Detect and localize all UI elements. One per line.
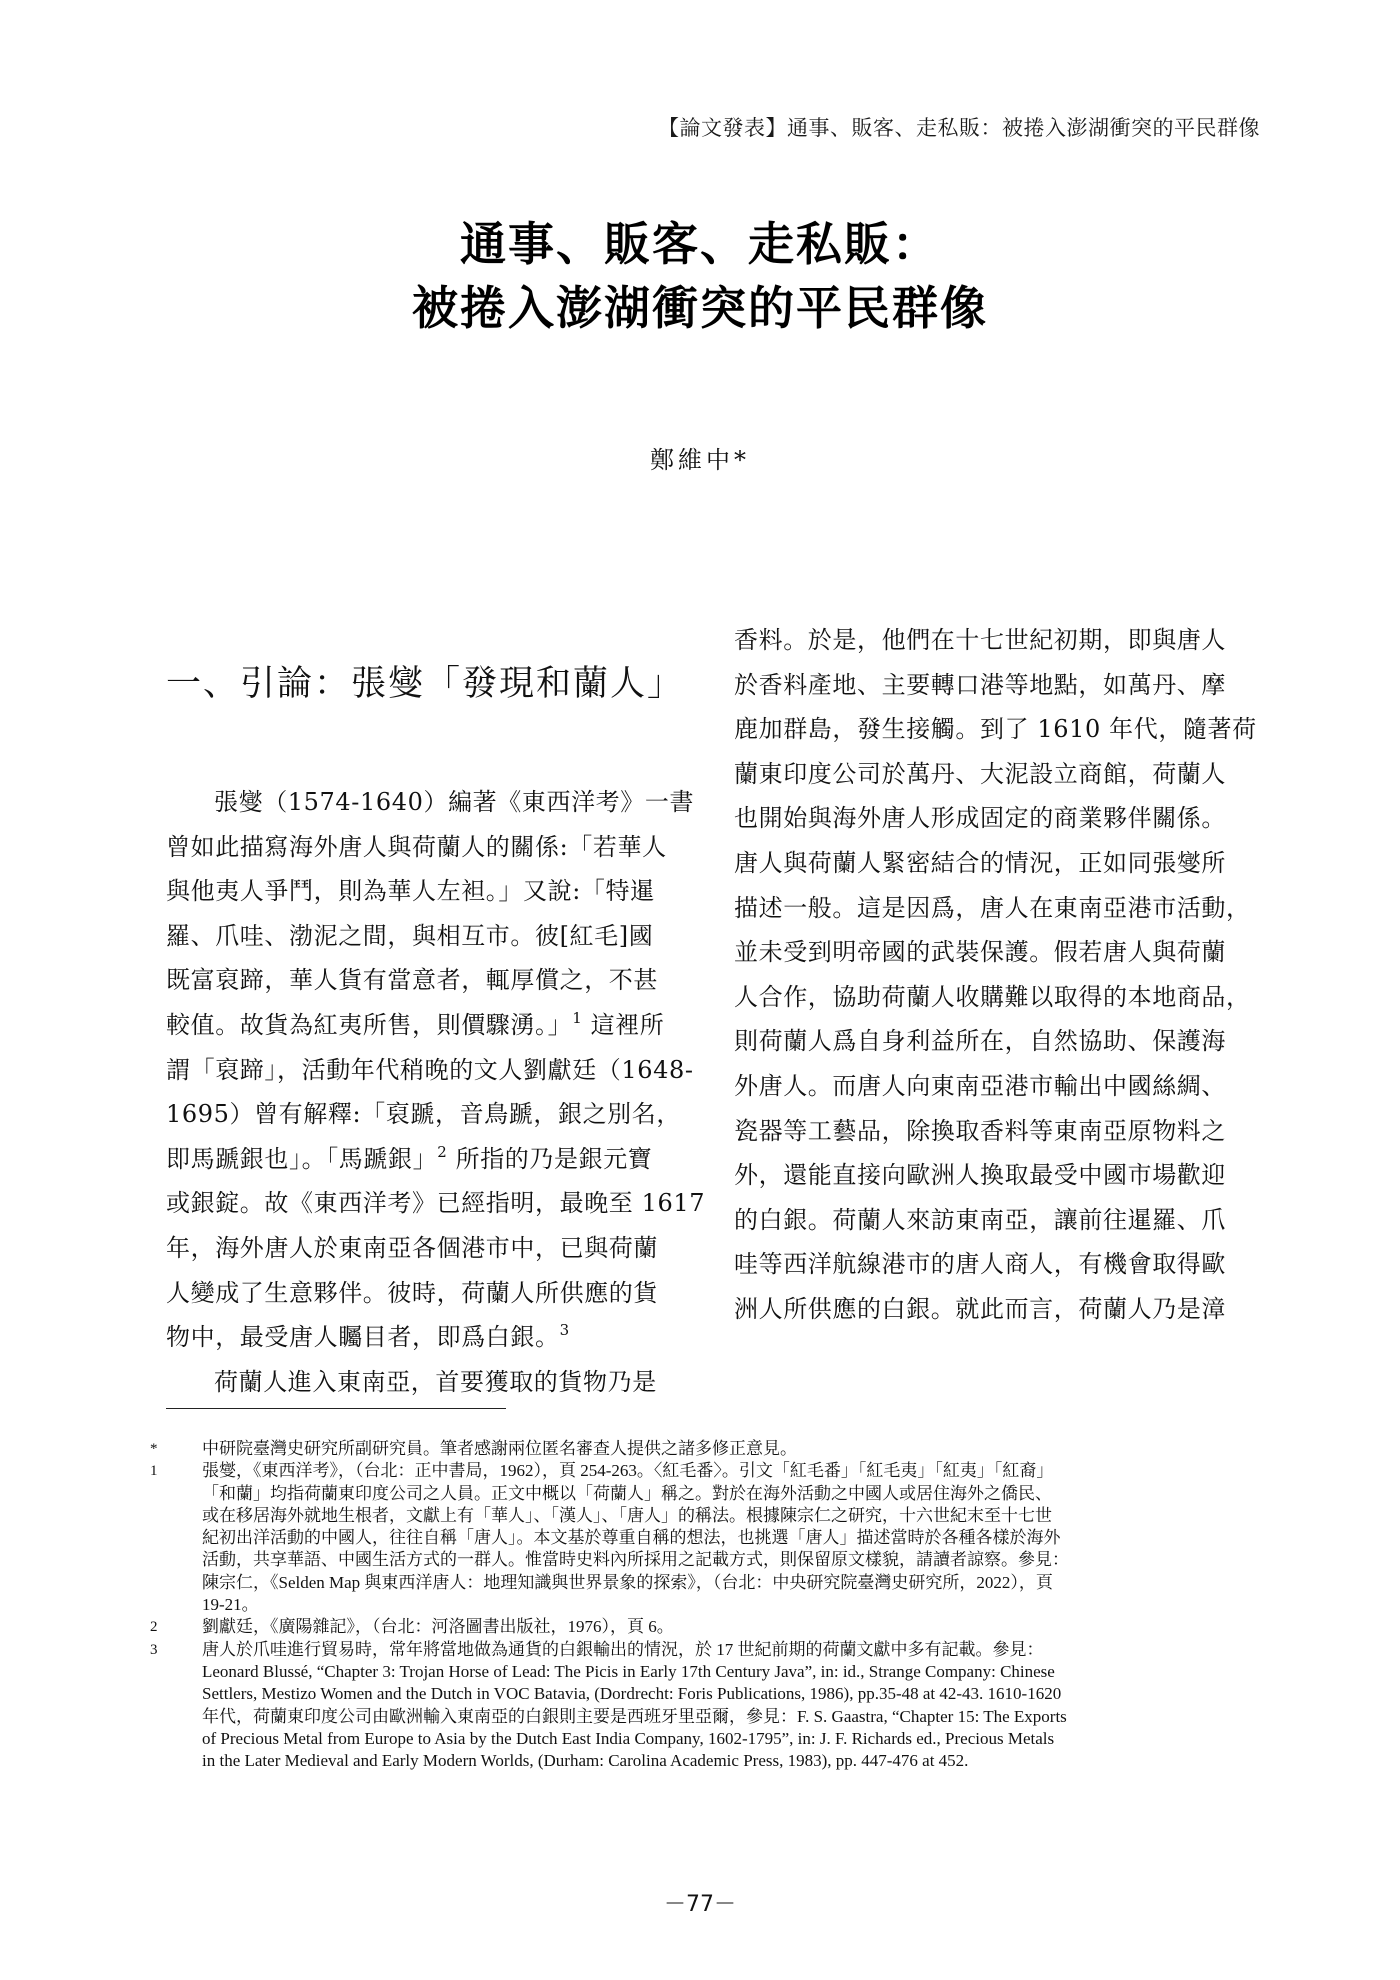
paragraph-line: 並未受到明帝國的武裝保護。假若唐人與荷蘭 <box>734 938 1226 967</box>
paragraph-line: 或銀錠。故《東西洋考》已經指明，最晚至 1617 <box>166 1189 706 1218</box>
footnote-ref-2[interactable]: 2 <box>437 1142 448 1161</box>
footnote-line: 張燮，《東西洋考》，（台北：正中書局，1962），頁 254-263。〈紅毛番〉。引文「紅毛番」「紅毛夷」「紅夷」「紅裔」 <box>202 1461 1054 1481</box>
footnote-1 <box>148 1460 1254 1616</box>
footnote-body <box>202 1460 1254 1616</box>
paragraph-line <box>166 1315 686 1360</box>
footnote-line: 紀初出洋活動的中國人，往往自稱「唐人」。本文基於尊重自稱的想法，也挑選「唐人」描述當時於各種各樣於海外 <box>202 1528 1061 1548</box>
paragraph-line: 曾如此描寫海外唐人與荷蘭人的關係:「若華人 <box>166 832 667 861</box>
article-title <box>0 212 1400 340</box>
paragraph-line: 的白銀。荷蘭人來訪東南亞，讓前往暹羅、爪 <box>734 1205 1226 1234</box>
footnote-ref-1[interactable]: 1 <box>572 1008 583 1027</box>
footnote-line: 劉獻廷，《廣陽雜記》，（台北：河洛圖書出版社，1976），頁 6。 <box>202 1617 674 1637</box>
title-line-1: 通事、販客、走私販： <box>460 217 940 271</box>
footnote-mark: 2 <box>150 1619 158 1636</box>
line-text: 即馬蹏銀也」。「馬蹏銀」 <box>166 1144 438 1173</box>
footnote-2 <box>148 1616 1254 1638</box>
page-number: －77－ <box>664 1892 736 1917</box>
paragraph-line <box>166 1003 686 1048</box>
footnote-line: Settlers, Mestizo Women and the Dutch in VOC Batavia, (Dordrecht: Foris Publications, 1986), pp.35-48 at 42-43. 1610-1620 <box>202 1684 1062 1704</box>
line-text: 這裡所 <box>590 1010 665 1039</box>
footnote-divider <box>166 1408 506 1409</box>
title-line-2: 被捲入澎湖衝突的平民群像 <box>412 281 988 335</box>
left-column <box>166 780 706 1404</box>
line-text: 所指的乃是銀元寶 <box>455 1144 653 1173</box>
footnote-line: 「和蘭」均指荷蘭東印度公司之人員。正文中概以「荷蘭人」稱之。對於在海外活動之中國人或居住海外之僑民、 <box>202 1483 1052 1503</box>
running-head: 【論文發表】通事、販客、走私販：被捲入澎湖衝突的平民群像 <box>658 116 1260 140</box>
footnote-line: 陳宗仁，《Selden Map 與東西洋唐人：地理知識與世界景象的探索》，（台北：中央研究院臺灣史研究所，2022），頁 <box>202 1572 1053 1592</box>
paragraph-line: 謂「裒蹄」，活動年代稍晚的文人劉獻廷（1648- <box>166 1055 694 1084</box>
paragraph-line: 鹿加群島，發生接觸。到了 1610 年代，隨著荷 <box>734 715 1257 744</box>
author-name: 鄭維中* <box>650 446 750 474</box>
footnote-author <box>148 1438 1254 1460</box>
footnote-line: 年代，荷蘭東印度公司由歐洲輸入東南亞的白銀則主要是西班牙里亞爾，參見：F. S. Gaastra, “Chapter 15: The Exports <box>202 1706 1067 1726</box>
footnote-line: in the Later Medieval and Early Modern Worlds, (Durham: Carolina Academic Press, 1983), pp. 447-476 at 452. <box>202 1751 969 1771</box>
footnote-ref-3[interactable]: 3 <box>559 1321 570 1340</box>
right-column <box>734 618 1257 1332</box>
footnote-line: 活動，共享華語、中國生活方式的一群人。惟當時史料內所採用之記載方式，則保留原文樣貌，請讀者諒察。參見： <box>202 1550 1069 1570</box>
footnote-line: of Precious Metal from Europe to Asia by the Dutch East India Company, 1602-1795”, in: J. F. Richards ed., Precious Metals <box>202 1728 1055 1748</box>
footnote-mark: 3 <box>150 1641 158 1658</box>
paragraph-line: 羅、爪哇、渤泥之間，與相互市。彼[紅毛]國 <box>166 921 654 950</box>
footnote-body <box>202 1438 1254 1460</box>
paragraph-line: 1695）曾有解釋:「裒蹏，音鳥蹏，銀之別名， <box>166 1100 681 1129</box>
footnote-line: 唐人於爪哇進行貿易時，常年將當地做為通貨的白銀輸出的情況，於 17 世紀前期的荷蘭文獻中多有記載。參見： <box>202 1639 1044 1659</box>
footnotes <box>148 1438 1254 1772</box>
paragraph-line: 年，海外唐人於東南亞各個港市中，已與荷蘭 <box>166 1233 658 1262</box>
paragraph-line <box>166 1137 686 1182</box>
paragraph-line: 外唐人。而唐人向東南亞港市輸出中國絲綢、 <box>734 1071 1226 1100</box>
line-text: 物中，最受唐人矚目者，即爲白銀。 <box>166 1323 560 1352</box>
paragraph-line: 蘭東印度公司於萬丹、大泥設立商館，荷蘭人 <box>734 759 1226 788</box>
footnote-line: 中研院臺灣史研究所副研究員。筆者感謝兩位匿名審查人提供之諸多修正意見。 <box>202 1439 797 1458</box>
paragraph-line: 荷蘭人進入東南亞，首要獲取的貨物乃是 <box>214 1367 657 1396</box>
paragraph-line: 也開始與海外唐人形成固定的商業夥伴關係。 <box>734 804 1226 833</box>
footnote-mark: * <box>150 1441 158 1457</box>
paragraph-line: 哇等西洋航線港市的唐人商人，有機會取得歐 <box>734 1250 1226 1279</box>
footnote-body <box>202 1639 1254 1773</box>
paragraph-line: 描述一般。這是因爲，唐人在東南亞港市活動， <box>734 893 1251 922</box>
paragraph-line: 外，還能直接向歐洲人換取最受中國市場歡迎 <box>734 1161 1226 1190</box>
paragraph-line: 於香料產地、主要轉口港等地點，如萬丹、摩 <box>734 670 1226 699</box>
paragraph-line: 唐人與荷蘭人緊密結合的情況，正如同張燮所 <box>734 848 1226 877</box>
paragraph-line: 既富裒蹄，華人貨有當意者，輒厚償之，不甚 <box>166 966 658 995</box>
paragraph-line: 與他夷人爭鬥，則為華人左袒。」又說:「特暹 <box>166 877 655 906</box>
footnote-line: 或在移居海外就地生根者，文獻上有「華人」、「漢人」、「唐人」的稱法。根據陳宗仁之研究，十六世紀末至十七世 <box>202 1505 1052 1525</box>
footnote-body <box>202 1616 1254 1638</box>
paragraph-line: 洲人所供應的白銀。就此而言，荷蘭人乃是漳 <box>734 1294 1226 1323</box>
line-text: 較值。故貨為紅夷所售，則價驟湧。」 <box>166 1010 573 1039</box>
paragraph-line: 張燮（1574-1640）編著《東西洋考》一書 <box>214 788 695 816</box>
paragraph-line: 人合作，協助荷蘭人收購難以取得的本地商品， <box>734 982 1251 1011</box>
section-heading: 一、引論：張燮「發現和蘭人」 <box>166 664 685 704</box>
footnote-line: 19-21。 <box>202 1595 259 1615</box>
paragraph-line: 則荷蘭人爲自身利益所在，自然協助、保護海 <box>734 1027 1226 1056</box>
paragraph-line: 香料。於是，他們在十七世紀初期，即與唐人 <box>734 626 1226 654</box>
footnote-3 <box>148 1639 1254 1773</box>
footnote-mark: 1 <box>150 1463 158 1480</box>
paragraph-line: 瓷器等工藝品，除換取香料等東南亞原物料之 <box>734 1116 1226 1145</box>
footnote-line: Leonard Blussé, “Chapter 3: Trojan Horse of Lead: The Picis in Early 17th Century Java”, in: id., Strange Company: Chinese <box>202 1661 1055 1681</box>
paragraph-line: 人變成了生意夥伴。彼時，荷蘭人所供應的貨 <box>166 1278 658 1307</box>
